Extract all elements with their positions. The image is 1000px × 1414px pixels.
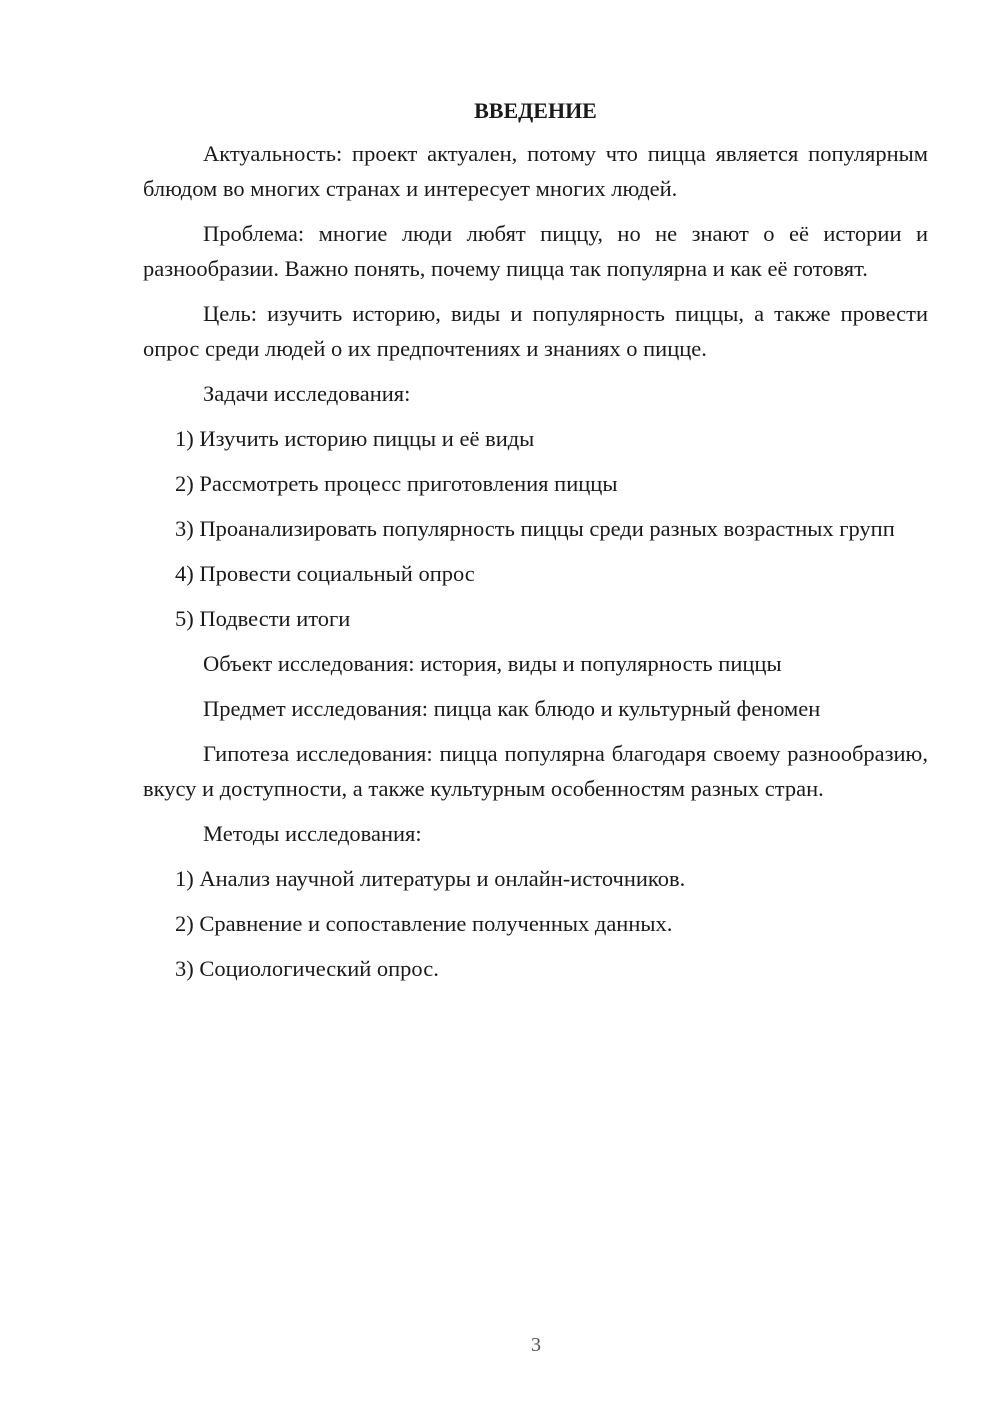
page-content bbox=[143, 96, 928, 996]
subject-paragraph: Предмет исследования: пицца как блюдо и культурный феномен bbox=[203, 696, 821, 721]
task-item: 5) Подвести итоги bbox=[175, 606, 351, 631]
goal-paragraph: Цель: изучить историю, виды и популярность пиццы, а также провести опрос среди людей о их предпочтениях и знаниях о пицце. bbox=[143, 301, 928, 361]
object-paragraph: Объект исследования: история, виды и популярность пиццы bbox=[203, 651, 782, 676]
relevance-paragraph: Актуальность: проект актуален, потому что пицца является популярным блюдом во многих странах и интересует многих людей. bbox=[143, 141, 928, 201]
page-number: 3 bbox=[531, 1334, 541, 1356]
section-title: ВВЕДЕНИЕ bbox=[474, 98, 597, 123]
task-item: 2) Рассмотреть процесс приготовления пиццы bbox=[175, 471, 618, 496]
tasks-heading: Задачи исследования: bbox=[203, 381, 411, 406]
methods-heading: Методы исследования: bbox=[203, 821, 422, 846]
method-item: 2) Сравнение и сопоставление полученных данных. bbox=[175, 911, 673, 936]
hypothesis-paragraph: Гипотеза исследования: пицца популярна благодаря своему разнообразию, вкусу и доступности, а также культурным особенностям разных стран. bbox=[143, 741, 928, 801]
method-item: 1) Анализ научной литературы и онлайн-источников. bbox=[175, 866, 686, 891]
task-item: 3) Проанализировать популярность пиццы среди разных возрастных групп bbox=[175, 516, 895, 541]
task-item: 1) Изучить историю пиццы и её виды bbox=[175, 426, 535, 451]
task-item: 4) Провести социальный опрос bbox=[175, 561, 475, 586]
method-item: 3) Социологический опрос. bbox=[175, 956, 439, 981]
problem-paragraph: Проблема: многие люди любят пиццу, но не знают о её истории и разнообразии. Важно понять, почему пицца так популярна и как её готовят. bbox=[143, 221, 928, 281]
